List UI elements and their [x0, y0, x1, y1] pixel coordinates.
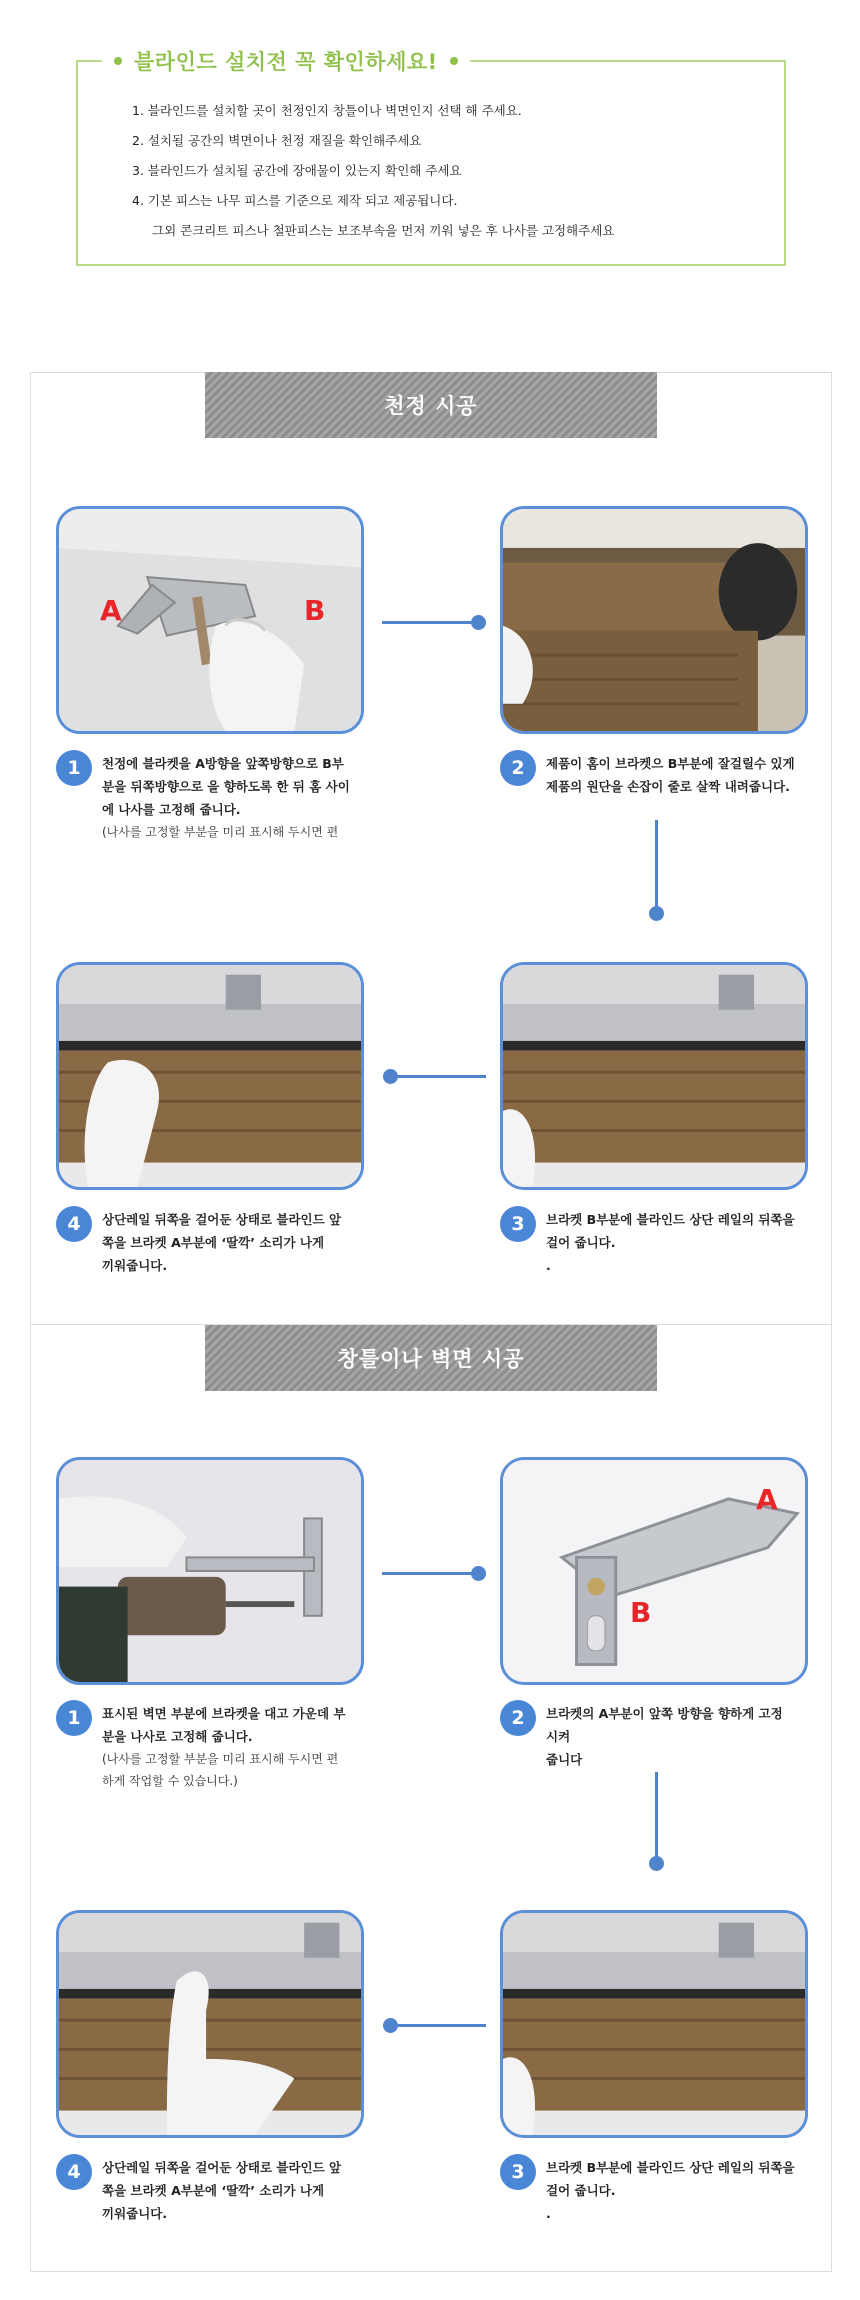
- notice-list: [132, 96, 614, 246]
- step-wall-2: [500, 1700, 810, 1771]
- bullet-dot-icon: [450, 57, 458, 65]
- step-wall-3: [500, 2154, 810, 2225]
- notice-item: 2. 설치될 공간의 벽면이나 천정 재질을 확인해주세요: [132, 133, 422, 148]
- connector-dot: [649, 906, 664, 921]
- connector-line: [382, 621, 478, 624]
- photo-ceiling-step4: [56, 962, 364, 1190]
- connector-dot: [383, 2018, 398, 2033]
- notice-item: 3. 블라인드가 설치될 공간에 장애물이 있는지 확인해 주세요: [132, 163, 462, 178]
- step-number-badge: 3: [500, 1206, 536, 1242]
- label-a: A: [756, 1483, 778, 1516]
- step-description: 브라켓 B부분에 블라인드 상단 레일의 뒤쪽을 걸어 줍니다. .: [546, 2160, 795, 2221]
- connector-line: [382, 1572, 478, 1575]
- step-description: 상단레일 뒤쪽을 걸어둔 상태로 블라인드 앞 쪽을 브라켓 A부분에 ‘딸깍’ 소리가 나게 끼워줍니다.: [102, 1212, 342, 1273]
- step-ceiling-2: [500, 750, 810, 798]
- connector-dot: [649, 1856, 664, 1871]
- step-number-badge: 1: [56, 750, 92, 786]
- section-title: 천정 시공: [384, 394, 478, 418]
- step-note: (나사를 고정할 부분을 미리 표시해 두시면 편 하게 작업할 수 있습니다.): [102, 1752, 339, 1788]
- step-description: 브라켓 B부분에 블라인드 상단 레일의 뒤쪽을 걸어 줍니다. .: [546, 1212, 795, 1273]
- label-b: B: [630, 1596, 652, 1629]
- connector-line: [655, 820, 658, 912]
- step-number-badge: 4: [56, 1206, 92, 1242]
- step-description: 브라켓의 A부분이 앞쪽 방향을 향하게 고정 시켜 줍니다: [546, 1706, 783, 1767]
- photo-wall-step1: [56, 1457, 364, 1685]
- notice-header: [102, 46, 470, 76]
- connector-dot: [471, 615, 486, 630]
- connector-line: [398, 2024, 486, 2027]
- section-banner-wall: [205, 1325, 657, 1391]
- step-description: 제품이 홈이 브라켓으 B부분에 잘걸릴수 있게 제품의 원단을 손잡이 줄로 살짝 내려줍니다.: [546, 756, 795, 794]
- notice-extra: 그외 콘크리트 피스나 철판피스는 보조부속을 먼저 끼워 넣은 후 나사를 고정해주세요: [152, 223, 615, 238]
- section-title: 창틀이나 벽면 시공: [337, 1347, 525, 1371]
- step-ceiling-3: [500, 1206, 810, 1277]
- connector-line: [655, 1772, 658, 1862]
- step-number-badge: 3: [500, 2154, 536, 2190]
- connector-line: [398, 1075, 486, 1078]
- photo-ceiling-step3: [500, 962, 808, 1190]
- step-ceiling-1: [56, 750, 366, 843]
- notice-box: [76, 50, 786, 266]
- step-description: 상단레일 뒤쪽을 걸어둔 상태로 블라인드 앞 쪽을 브라켓 A부분에 ‘딸깍’ 소리가 나게 끼워줍니다.: [102, 2160, 342, 2221]
- notice-item: 1. 블라인드를 설치할 곳이 천정인지 창틀이나 벽면인지 선택 해 주세요.: [132, 103, 522, 118]
- step-wall-1: [56, 1700, 366, 1792]
- connector-dot: [383, 1069, 398, 1084]
- step-wall-4: [56, 2154, 366, 2225]
- step-number-badge: 2: [500, 1700, 536, 1736]
- label-b: B: [304, 594, 326, 627]
- photo-wall-step4: [56, 1910, 364, 2138]
- notice-item: 4. 기본 피스는 나무 피스를 기준으로 제작 되고 제공됩니다.: [132, 193, 458, 208]
- step-description: 표시된 벽면 부분에 브라켓을 대고 가운데 부 분을 나사로 고정해 줍니다.: [102, 1706, 346, 1744]
- connector-dot: [471, 1566, 486, 1581]
- step-number-badge: 4: [56, 2154, 92, 2190]
- step-description: 천정에 블라켓을 A방향을 앞쪽방향으로 B부 분을 뒤쪽방향으로 을 향하도록 한 뒤 홈 사이 에 나사를 고정해 줍니다.: [102, 756, 350, 817]
- photo-ceiling-step2: [500, 506, 808, 734]
- photo-wall-step3: [500, 1910, 808, 2138]
- step-ceiling-4: [56, 1206, 366, 1277]
- notice-title: 블라인드 설치전 꼭 확인하세요!: [134, 50, 438, 74]
- bullet-dot-icon: [114, 57, 122, 65]
- step-number-badge: 2: [500, 750, 536, 786]
- section-banner-ceiling: [205, 372, 657, 438]
- step-note: (나사를 고정할 부분을 미리 표시해 두시면 편: [102, 825, 339, 839]
- label-a: A: [100, 594, 122, 627]
- step-number-badge: 1: [56, 1700, 92, 1736]
